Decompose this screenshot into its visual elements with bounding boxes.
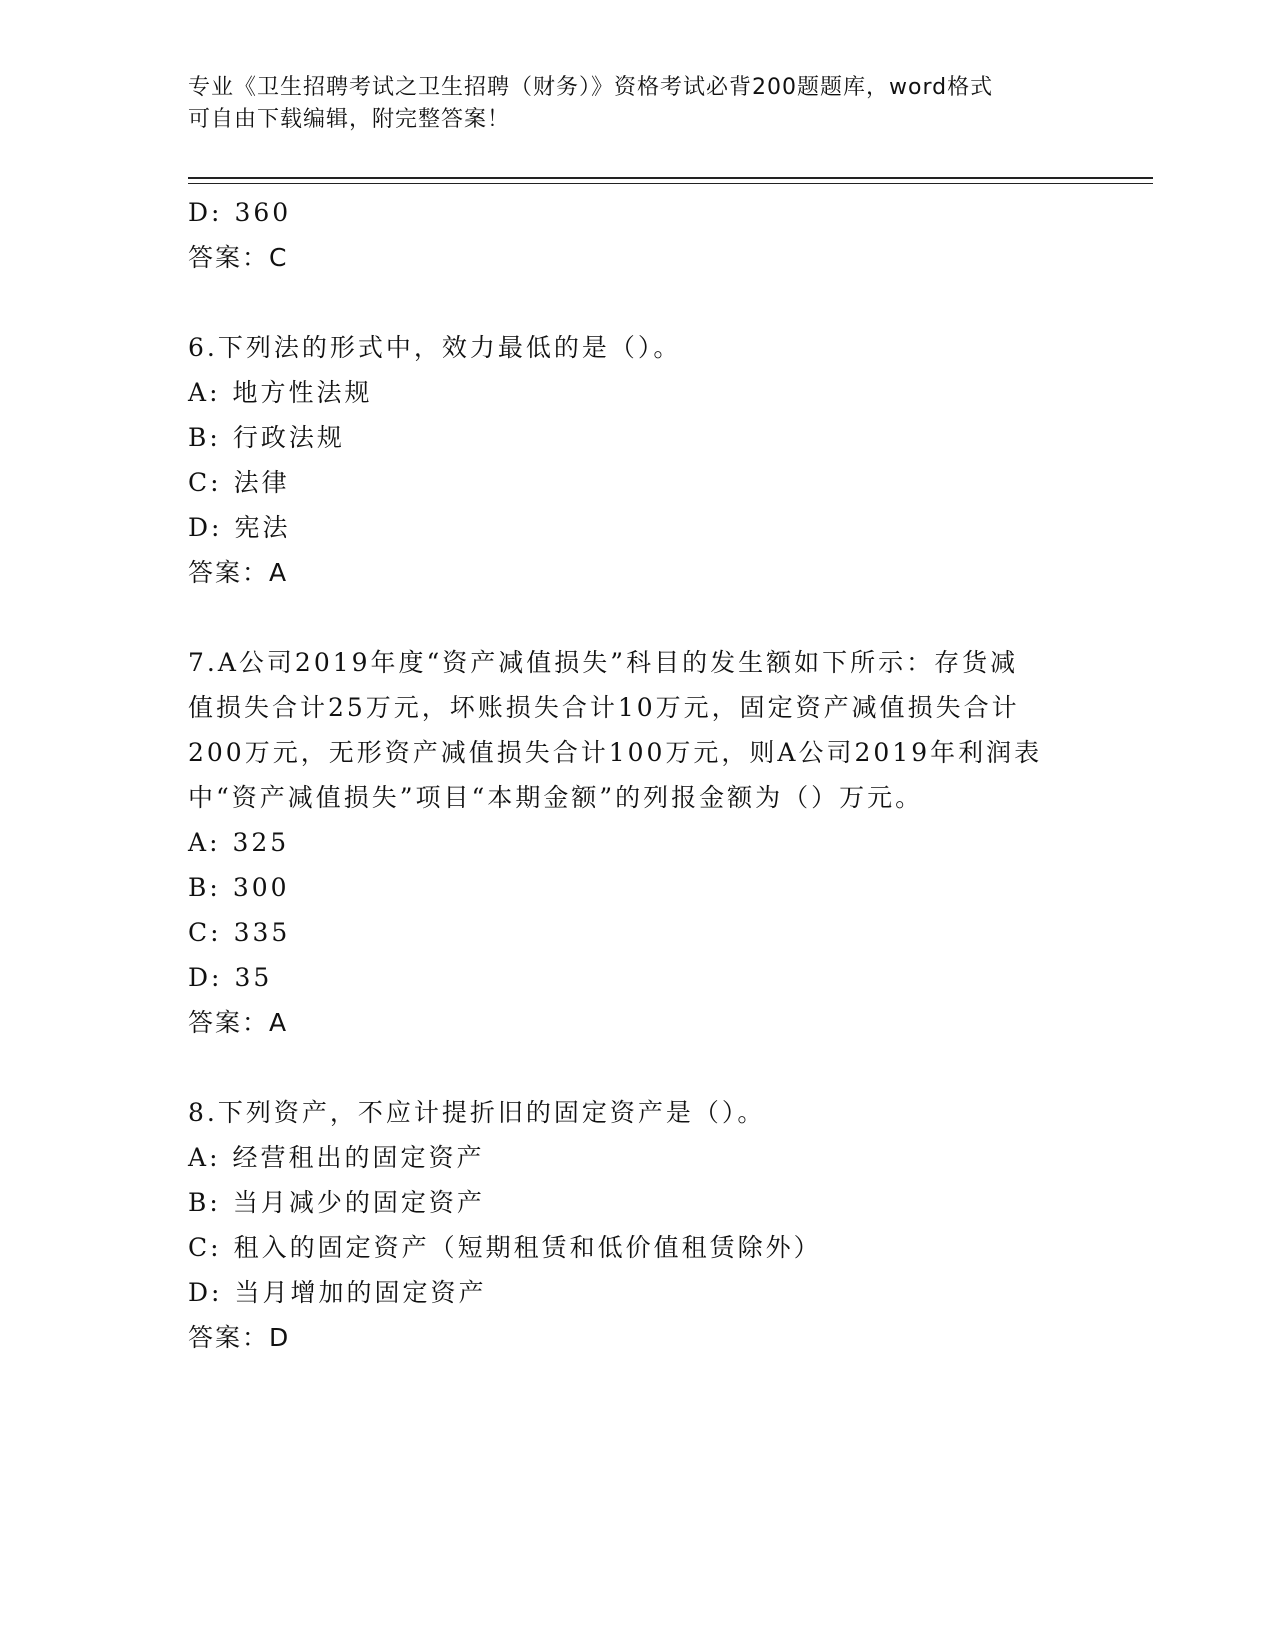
option-separator: : xyxy=(209,828,221,857)
option-d xyxy=(188,190,1088,235)
option-d xyxy=(188,1270,1088,1315)
question-stem-line: 中“资产减值损失”项目“本期金额”的列报金额为（）万元。 xyxy=(188,783,924,812)
option-text: 当月减少的固定资产 xyxy=(232,1188,485,1217)
question-stem: 8.下列资产，不应计提折旧的固定资产是（）。 xyxy=(188,1098,766,1127)
header-rule-thick xyxy=(188,177,1153,179)
question-stem: 6.下列法的形式中，效力最低的是（）。 xyxy=(188,333,682,362)
option-key: B xyxy=(188,1188,210,1217)
option-text: 租入的固定资产（短期租赁和低价值租赁除外） xyxy=(233,1233,822,1262)
option-key: B xyxy=(188,423,210,452)
option-b xyxy=(188,1180,1088,1225)
option-text: 300 xyxy=(232,873,290,902)
answer-line: 答案：A xyxy=(188,1008,289,1037)
option-separator: : xyxy=(211,1278,223,1307)
option-text: 35 xyxy=(234,963,273,992)
option-c xyxy=(188,1225,1088,1270)
option-text: 当月增加的固定资产 xyxy=(234,1278,487,1307)
option-separator: : xyxy=(209,873,221,902)
answer-line: 答案：A xyxy=(188,558,289,587)
option-separator: : xyxy=(209,378,221,407)
option-text: 宪法 xyxy=(234,513,291,542)
answer-line: 答案：D xyxy=(188,1323,291,1352)
option-key: D xyxy=(188,198,212,227)
option-text: 行政法规 xyxy=(232,423,345,452)
option-separator: : xyxy=(211,963,223,992)
header-line-1: 专业《卫生招聘考试之卫生招聘（财务）》资格考试必背200题题库，word格式 xyxy=(188,75,994,100)
header-line-2: 可自由下载编辑，附完整答案！ xyxy=(188,107,511,132)
option-key: C xyxy=(188,918,211,947)
option-separator: : xyxy=(210,918,222,947)
option-separator: : xyxy=(209,1143,221,1172)
option-a xyxy=(188,1135,1088,1180)
option-separator: : xyxy=(211,198,223,227)
option-text: 325 xyxy=(232,828,290,857)
option-text: 360 xyxy=(234,198,292,227)
question-stem-line: 7.A公司2019年度“资产减值损失”科目的发生额如下所示：存货减 xyxy=(188,648,1019,677)
option-key: C xyxy=(188,468,211,497)
option-separator: : xyxy=(211,513,223,542)
option-text: 法律 xyxy=(233,468,290,497)
option-d xyxy=(188,955,1088,1000)
question-stem-line: 200万元，无形资产减值损失合计100万元，则A公司2019年利润表 xyxy=(188,738,1043,767)
option-key: B xyxy=(188,873,210,902)
option-d xyxy=(188,505,1088,550)
option-a xyxy=(188,370,1088,415)
option-text: 地方性法规 xyxy=(232,378,373,407)
answer-line: 答案：C xyxy=(188,243,289,272)
option-b xyxy=(188,865,1088,910)
option-c xyxy=(188,460,1088,505)
option-separator: : xyxy=(210,1233,222,1262)
option-text: 335 xyxy=(233,918,291,947)
option-separator: : xyxy=(209,1188,221,1217)
option-key: A xyxy=(188,378,210,407)
option-text: 经营租出的固定资产 xyxy=(232,1143,485,1172)
option-key: C xyxy=(188,1233,211,1262)
question-stem-line: 值损失合计25万元，坏账损失合计10万元，固定资产减值损失合计 xyxy=(188,693,1020,722)
option-key: D xyxy=(188,513,212,542)
page-header xyxy=(188,72,1068,136)
question-content xyxy=(188,190,1088,1360)
option-a xyxy=(188,820,1088,865)
option-separator: : xyxy=(210,468,222,497)
option-key: D xyxy=(188,963,212,992)
option-key: D xyxy=(188,1278,212,1307)
option-key: A xyxy=(188,828,210,857)
option-b xyxy=(188,415,1088,460)
option-separator: : xyxy=(209,423,221,452)
header-rule-thin xyxy=(188,183,1153,184)
option-c xyxy=(188,910,1088,955)
option-key: A xyxy=(188,1143,210,1172)
